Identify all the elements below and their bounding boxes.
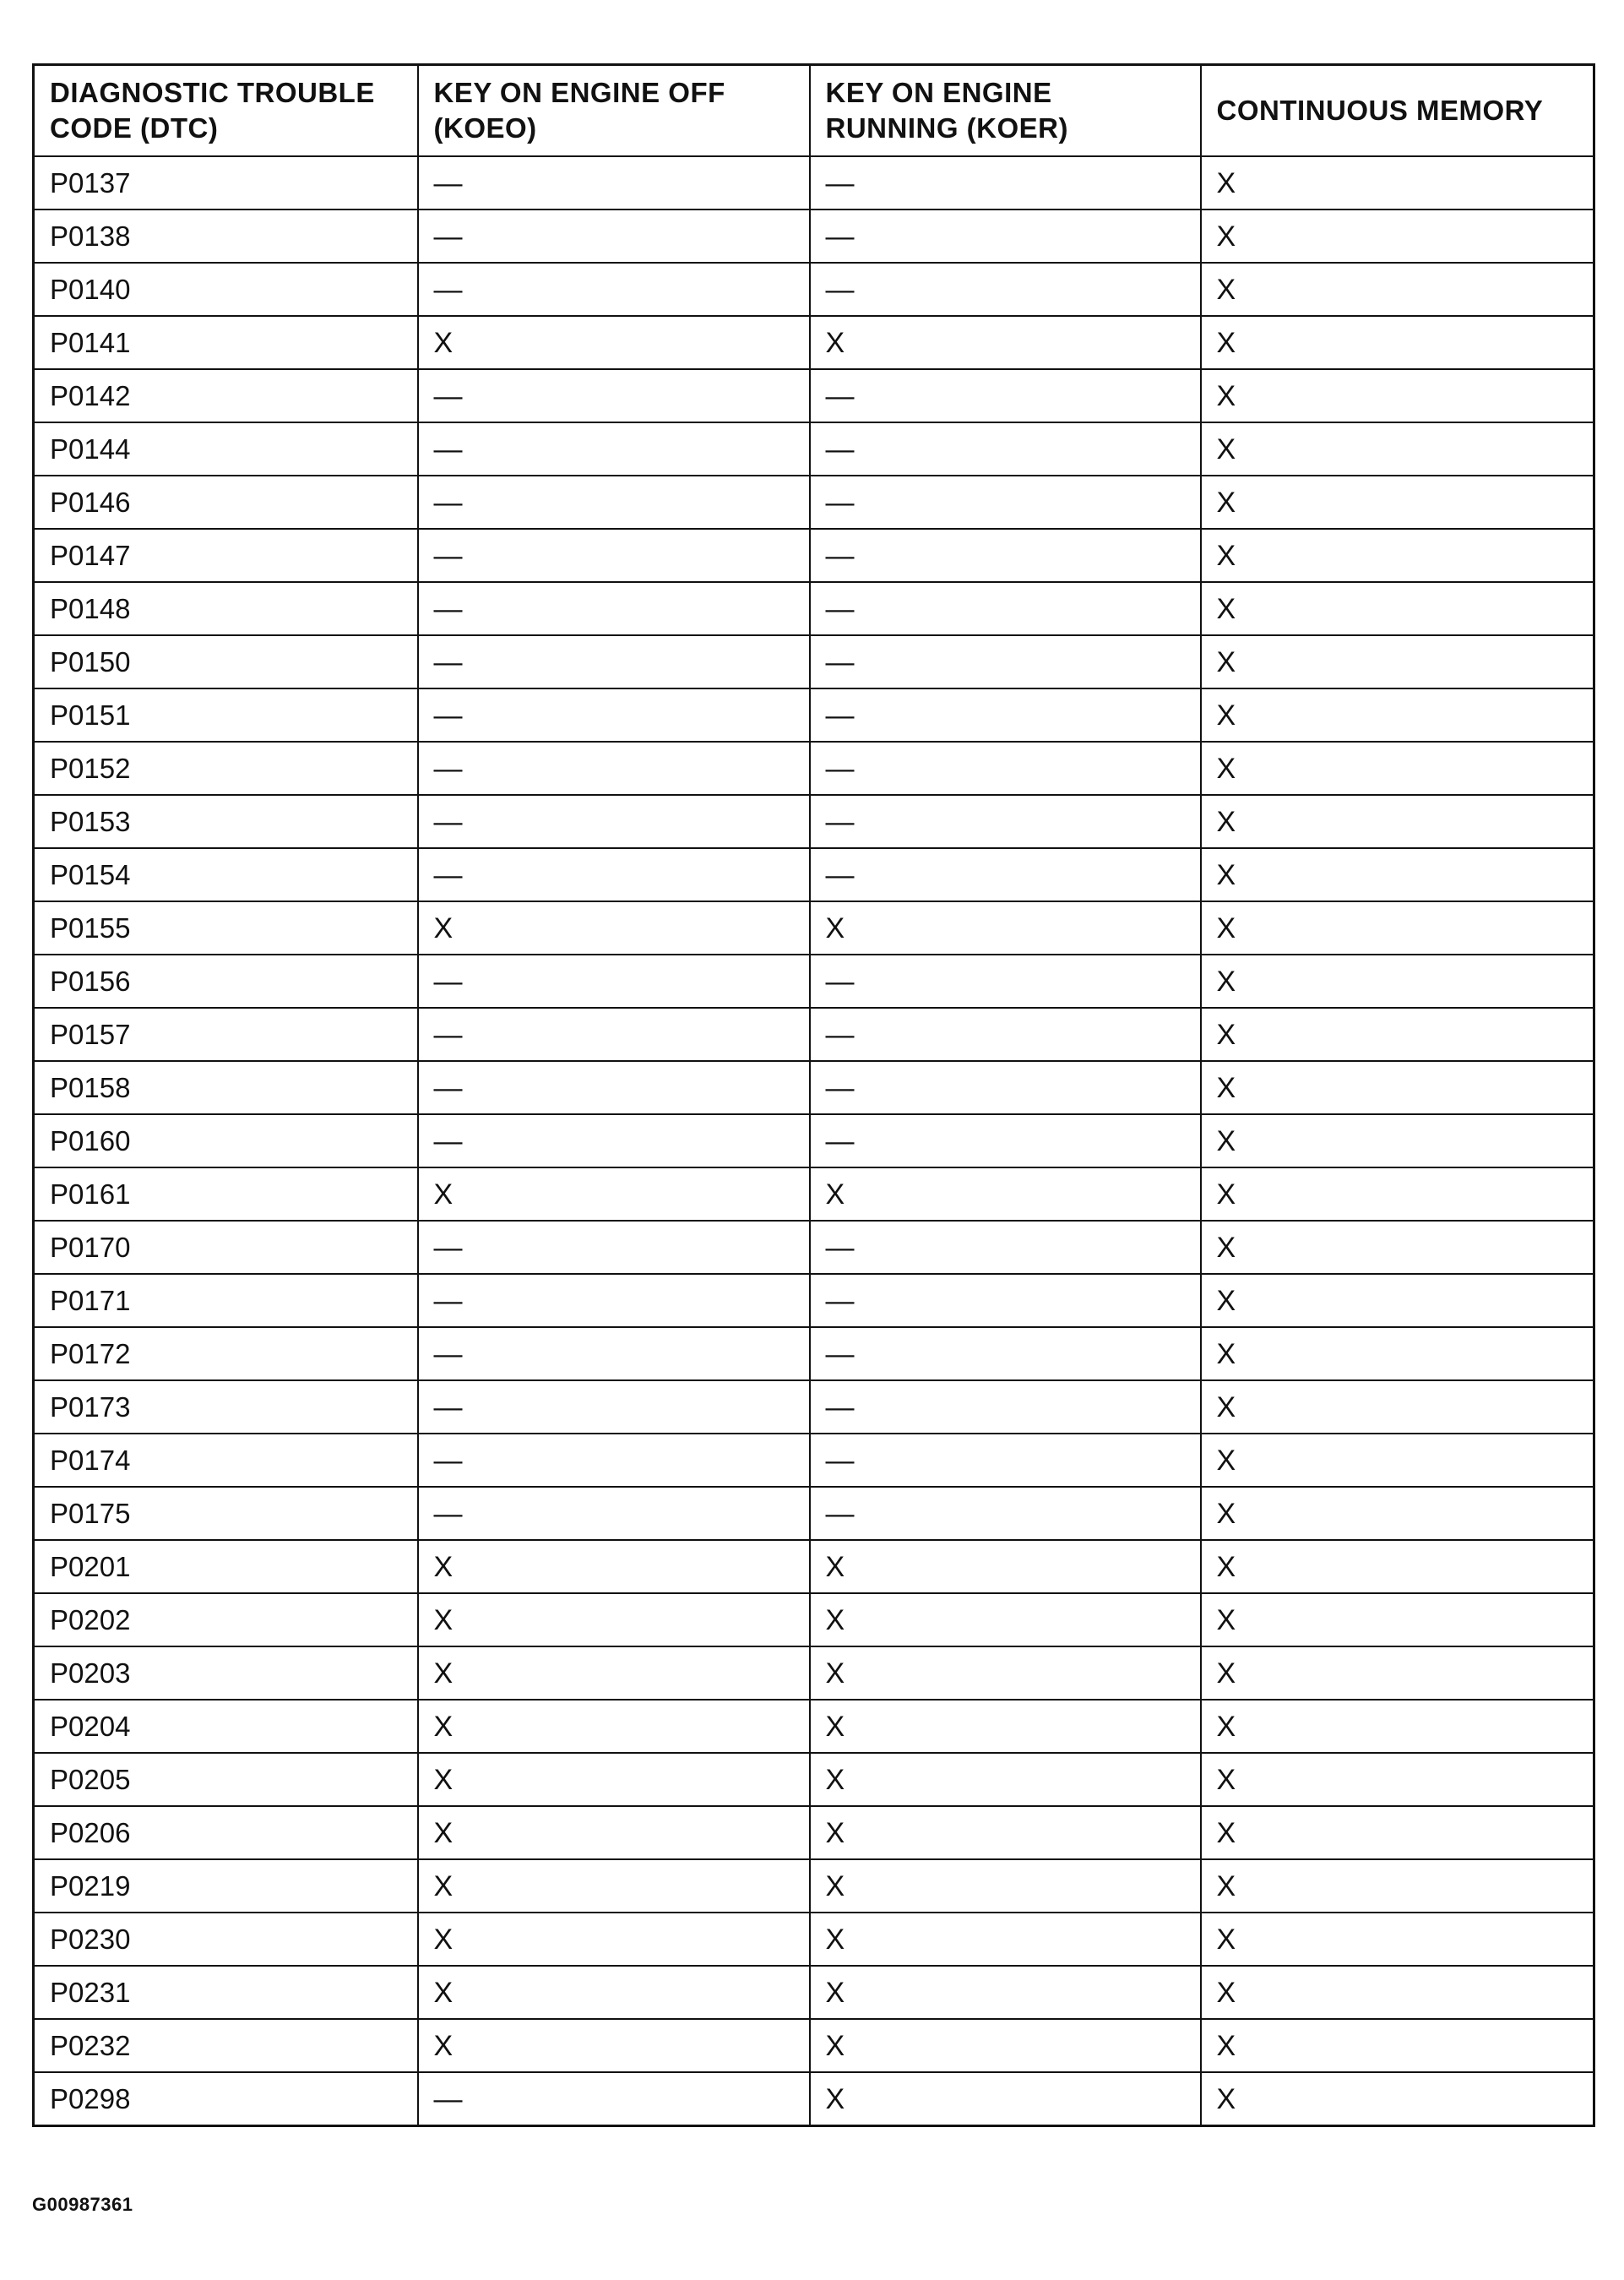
cell-koeo: X [418,901,810,955]
table-row [34,1913,1594,1966]
table-row [34,901,1594,955]
header-koer: KEY ON ENGINE RUNNING (KOER) [810,65,1201,157]
cell-koer: — [810,742,1201,795]
cell-continuous-memory: X [1201,422,1594,476]
cell-continuous-memory: X [1201,1646,1594,1700]
cell-continuous-memory: X [1201,1700,1594,1753]
cell-koer: — [810,1327,1201,1380]
table-row [34,1061,1594,1114]
cell-koer: — [810,688,1201,742]
cell-dtc: P0137 [34,156,418,209]
cell-dtc: P0171 [34,1274,418,1327]
cell-dtc: P0172 [34,1327,418,1380]
cell-koer: — [810,582,1201,635]
cell-dtc: P0140 [34,263,418,316]
cell-koeo: — [418,1008,810,1061]
cell-koeo: X [418,1753,810,1806]
cell-continuous-memory: X [1201,476,1594,529]
header-dtc: DIAGNOSTIC TROUBLE CODE (DTC) [34,65,418,157]
cell-koeo: X [418,1806,810,1859]
cell-koer: — [810,1008,1201,1061]
cell-dtc: P0155 [34,901,418,955]
table-row [34,1327,1594,1380]
header-row [34,65,1594,157]
cell-koeo: — [418,1221,810,1274]
cell-koeo: — [418,1487,810,1540]
table-row [34,156,1594,209]
cell-continuous-memory: X [1201,688,1594,742]
cell-dtc: P0232 [34,2019,418,2072]
table-row [34,1221,1594,1274]
cell-koer: — [810,1487,1201,1540]
cell-koer: X [810,1913,1201,1966]
cell-koeo: — [418,422,810,476]
cell-continuous-memory: X [1201,848,1594,901]
table-row [34,2019,1594,2072]
table-row [34,1008,1594,1061]
cell-koeo: — [418,1434,810,1487]
cell-koer: X [810,2019,1201,2072]
cell-koer: X [810,1646,1201,1700]
cell-koer: X [810,1593,1201,1646]
cell-koer: — [810,848,1201,901]
cell-continuous-memory: X [1201,1434,1594,1487]
table-row [34,635,1594,688]
cell-continuous-memory: X [1201,156,1594,209]
table-row [34,369,1594,422]
cell-koer: X [810,1859,1201,1913]
cell-koeo: X [418,1913,810,1966]
table-row [34,2072,1594,2126]
cell-koer: X [810,316,1201,369]
cell-dtc: P0206 [34,1806,418,1859]
table-row [34,688,1594,742]
cell-dtc: P0150 [34,635,418,688]
cell-koeo: — [418,1274,810,1327]
table-body [34,156,1594,2126]
cell-koeo: — [418,263,810,316]
cell-koer: — [810,476,1201,529]
cell-dtc: P0151 [34,688,418,742]
table-row [34,1380,1594,1434]
table-row [34,209,1594,263]
cell-continuous-memory: X [1201,901,1594,955]
header-koeo: KEY ON ENGINE OFF (KOEO) [418,65,810,157]
cell-koeo: — [418,582,810,635]
cell-koeo: — [418,742,810,795]
cell-dtc: P0175 [34,1487,418,1540]
cell-koer: — [810,1434,1201,1487]
cell-continuous-memory: X [1201,1540,1594,1593]
cell-koeo: — [418,529,810,582]
table-row [34,422,1594,476]
cell-koeo: X [418,1593,810,1646]
cell-koeo: — [418,1380,810,1434]
table-row [34,263,1594,316]
table-row [34,1487,1594,1540]
cell-dtc: P0147 [34,529,418,582]
cell-continuous-memory: X [1201,2019,1594,2072]
cell-dtc: P0138 [34,209,418,263]
cell-continuous-memory: X [1201,529,1594,582]
cell-koer: X [810,901,1201,955]
cell-koer: — [810,422,1201,476]
cell-continuous-memory: X [1201,795,1594,848]
cell-koeo: — [418,209,810,263]
cell-koer: — [810,369,1201,422]
cell-koeo: — [418,688,810,742]
table-row [34,1700,1594,1753]
cell-continuous-memory: X [1201,1593,1594,1646]
table-row [34,1753,1594,1806]
cell-dtc: P0231 [34,1966,418,2019]
table-row [34,582,1594,635]
cell-koer: — [810,955,1201,1008]
cell-dtc: P0153 [34,795,418,848]
cell-koer: — [810,263,1201,316]
cell-continuous-memory: X [1201,1753,1594,1806]
cell-continuous-memory: X [1201,1966,1594,2019]
table-row [34,1593,1594,1646]
table-row [34,1806,1594,1859]
cell-koeo: — [418,795,810,848]
cell-koeo: — [418,2072,810,2126]
cell-dtc: P0152 [34,742,418,795]
table-row [34,1646,1594,1700]
cell-dtc: P0142 [34,369,418,422]
cell-continuous-memory: X [1201,635,1594,688]
cell-dtc: P0173 [34,1380,418,1434]
cell-koer: X [810,1540,1201,1593]
cell-koer: — [810,1274,1201,1327]
table-row [34,848,1594,901]
cell-koer: — [810,635,1201,688]
cell-dtc: P0203 [34,1646,418,1700]
cell-koeo: — [418,369,810,422]
cell-koeo: — [418,1114,810,1167]
cell-continuous-memory: X [1201,1061,1594,1114]
cell-koer: — [810,529,1201,582]
cell-koeo: X [418,1646,810,1700]
cell-continuous-memory: X [1201,1114,1594,1167]
cell-koer: X [810,2072,1201,2126]
table-row [34,742,1594,795]
cell-koer: — [810,1221,1201,1274]
table-row [34,1274,1594,1327]
cell-continuous-memory: X [1201,1806,1594,1859]
cell-koeo: X [418,1966,810,2019]
cell-continuous-memory: X [1201,1487,1594,1540]
cell-continuous-memory: X [1201,1859,1594,1913]
cell-dtc: P0202 [34,1593,418,1646]
cell-dtc: P0148 [34,582,418,635]
cell-continuous-memory: X [1201,1221,1594,1274]
table-row [34,1966,1594,2019]
cell-koer: — [810,209,1201,263]
cell-dtc: P0141 [34,316,418,369]
table-row [34,1859,1594,1913]
table-header [34,65,1594,157]
cell-dtc: P0144 [34,422,418,476]
table-row [34,1540,1594,1593]
cell-dtc: P0204 [34,1700,418,1753]
table-row [34,795,1594,848]
cell-koer: X [810,1167,1201,1221]
cell-continuous-memory: X [1201,1380,1594,1434]
cell-koeo: — [418,635,810,688]
cell-koeo: — [418,476,810,529]
cell-koeo: — [418,1061,810,1114]
cell-koeo: — [418,955,810,1008]
cell-koeo: X [418,316,810,369]
cell-koer: X [810,1753,1201,1806]
cell-koer: X [810,1806,1201,1859]
figure-id: G00987361 [32,2194,133,2215]
cell-dtc: P0230 [34,1913,418,1966]
cell-continuous-memory: X [1201,209,1594,263]
table-row [34,1167,1594,1221]
cell-continuous-memory: X [1201,742,1594,795]
cell-continuous-memory: X [1201,1008,1594,1061]
cell-continuous-memory: X [1201,2072,1594,2126]
cell-koer: — [810,1114,1201,1167]
cell-dtc: P0156 [34,955,418,1008]
cell-dtc: P0298 [34,2072,418,2126]
cell-continuous-memory: X [1201,582,1594,635]
cell-koeo: — [418,1327,810,1380]
cell-dtc: P0205 [34,1753,418,1806]
cell-dtc: P0219 [34,1859,418,1913]
cell-koer: X [810,1700,1201,1753]
table-row [34,476,1594,529]
cell-koeo: X [418,1167,810,1221]
cell-dtc: P0174 [34,1434,418,1487]
table-row [34,1114,1594,1167]
cell-koeo: — [418,156,810,209]
cell-koer: X [810,1966,1201,2019]
dtc-table [32,63,1595,2127]
cell-koeo: X [418,1540,810,1593]
cell-dtc: P0160 [34,1114,418,1167]
cell-continuous-memory: X [1201,263,1594,316]
cell-koer: — [810,795,1201,848]
table-row [34,529,1594,582]
table-row [34,316,1594,369]
cell-koer: — [810,1380,1201,1434]
cell-dtc: P0201 [34,1540,418,1593]
header-continuous-memory: CONTINUOUS MEMORY [1201,65,1594,157]
cell-continuous-memory: X [1201,1327,1594,1380]
cell-koeo: X [418,1700,810,1753]
cell-koer: — [810,156,1201,209]
cell-continuous-memory: X [1201,955,1594,1008]
table-row [34,1434,1594,1487]
cell-koeo: X [418,1859,810,1913]
cell-continuous-memory: X [1201,369,1594,422]
cell-continuous-memory: X [1201,1167,1594,1221]
cell-koer: — [810,1061,1201,1114]
table-row [34,955,1594,1008]
cell-dtc: P0157 [34,1008,418,1061]
cell-koeo: — [418,848,810,901]
cell-continuous-memory: X [1201,1274,1594,1327]
cell-dtc: P0158 [34,1061,418,1114]
cell-continuous-memory: X [1201,1913,1594,1966]
cell-dtc: P0161 [34,1167,418,1221]
cell-continuous-memory: X [1201,316,1594,369]
cell-dtc: P0146 [34,476,418,529]
cell-dtc: P0154 [34,848,418,901]
cell-koeo: X [418,2019,810,2072]
cell-dtc: P0170 [34,1221,418,1274]
